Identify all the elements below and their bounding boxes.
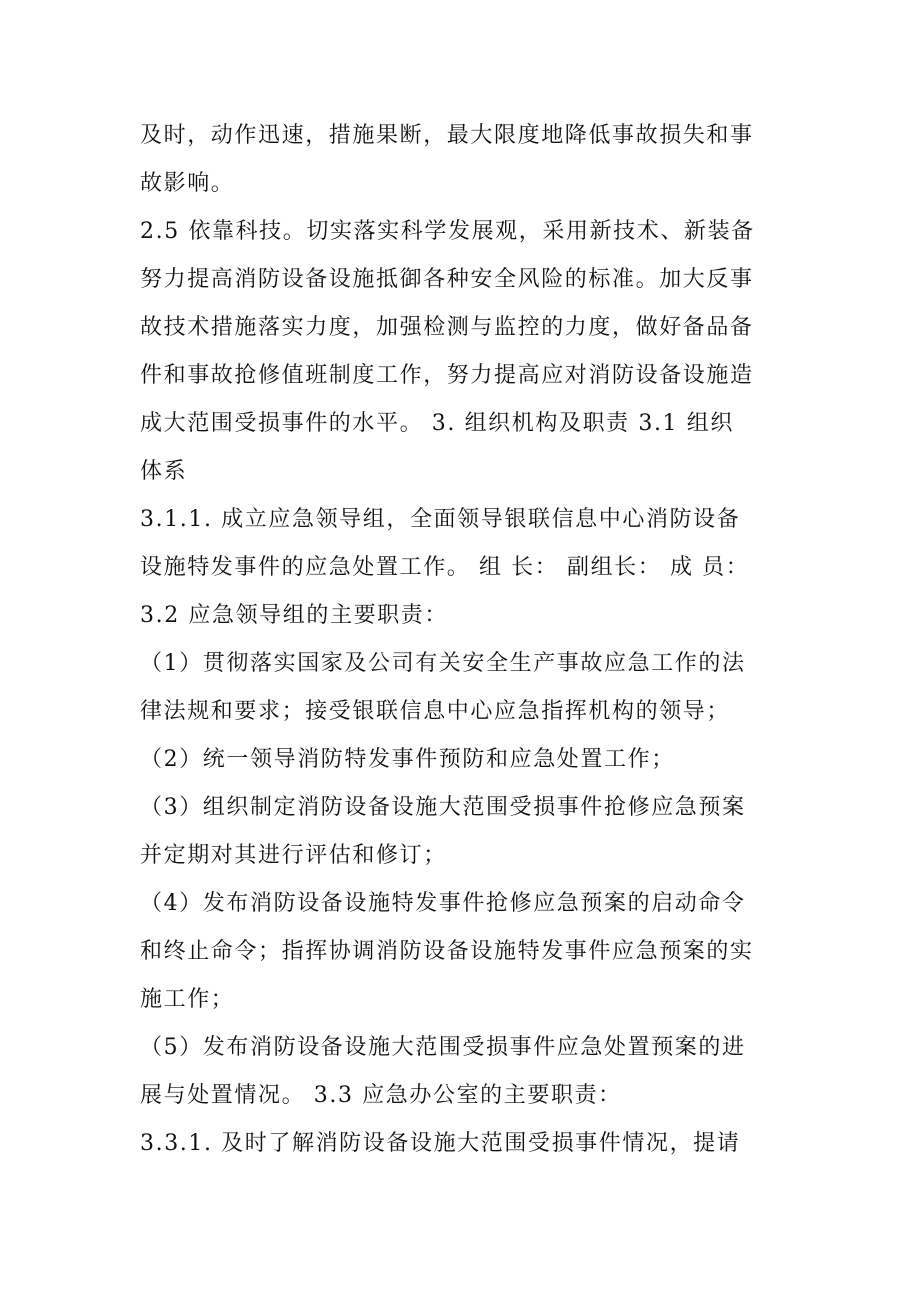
text-line: （2）统一领导消防特发事件预防和应急处置工作； (140, 747, 675, 772)
text-line: 体系 (140, 459, 188, 484)
text-line: 展与处置情况。 3.3 应急办公室的主要职责： (140, 1083, 622, 1108)
text-line: 3.2 应急领导组的主要职责： (140, 603, 448, 628)
text-line: 和终止命令；指挥协调消防设备设施特发事件应急预案的实 (140, 939, 754, 964)
text-line: 律法规和要求；接受银联信息中心应急指挥机构的领导； (140, 699, 731, 724)
text-line: 并定期对其进行评估和修订； (140, 843, 447, 868)
text-line: 件和事故抢修值班制度工作，努力提高应对消防设备设施造 (140, 363, 754, 388)
text-line: （3）组织制定消防设备设施大范围受损事件抢修应急预案 (140, 795, 746, 820)
text-line: 2.5 依靠科技。切实落实科学发展观，采用新技术、新装备 (140, 219, 755, 244)
text-line: 故技术措施落实力度，加强检测与监控的力度，做好备品备 (140, 315, 754, 340)
text-line: 成大范围受损事件的水平。 3. 组织机构及职责 3.1 组织 (140, 411, 734, 436)
text-line: （1）贯彻落实国家及公司有关安全生产事故应急工作的法 (140, 651, 746, 676)
text-line: 及时，动作迅速，措施果断，最大限度地降低事故损失和事 (140, 123, 754, 148)
text-line: 3.3.1. 及时了解消防设备设施大范围受损事件情况，提请 (140, 1131, 741, 1156)
text-line: 设施特发事件的应急处置工作。 组 长： 副组长： 成 员： (140, 555, 750, 580)
text-line: （4）发布消防设备设施特发事件抢修应急预案的启动命令 (140, 891, 746, 916)
text-line: 努力提高消防设备设施抵御各种安全风险的标准。加大反事 (140, 267, 754, 292)
text-line: （5）发布消防设备设施大范围受损事件应急处置预案的进 (140, 1035, 746, 1060)
text-line: 施工作； (140, 987, 235, 1012)
text-line: 3.1.1. 成立应急领导组，全面领导银联信息中心消防设备 (140, 507, 741, 532)
text-line: 故影响。 (140, 171, 235, 196)
